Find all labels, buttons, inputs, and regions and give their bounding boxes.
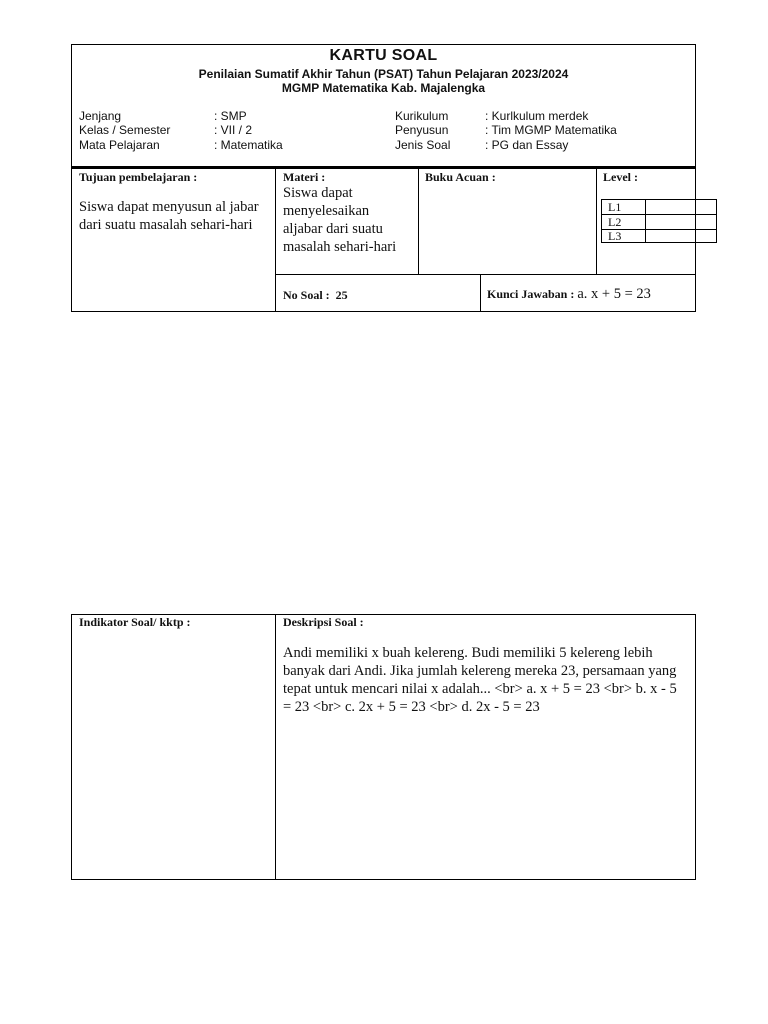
meta-value: : Kurlkulum merdek: [485, 109, 589, 123]
meta-label: Kurikulum: [395, 109, 449, 123]
indikator-label: Indikator Soal/ kktp :: [79, 615, 191, 629]
column-divider: [275, 615, 276, 879]
meta-value: : Matematika: [214, 138, 283, 152]
level-checkbox[interactable]: [645, 229, 717, 243]
level-row: [602, 229, 716, 243]
kunci-jawaban-label: Kunci Jawaban :: [487, 287, 575, 301]
materi-label: Materi :: [283, 170, 326, 184]
level-row: [602, 200, 716, 214]
meta-label: Jenjang: [79, 109, 122, 123]
column-divider: [418, 168, 419, 274]
meta-value: : SMP: [214, 109, 247, 123]
exam-subtitle: Penilaian Sumatif Akhir Tahun (PSAT) Tahun Pelajaran 2023/2024: [198, 67, 569, 81]
level-option-label: L1: [608, 200, 622, 214]
tujuan-label: Tujuan pembelajaran :: [79, 170, 198, 184]
column-divider: [480, 274, 481, 312]
kunci-jawaban-value: a. x + 5 = 23: [577, 286, 651, 302]
materi-text: Siswa dapat menyelesaikan aljabar dari suatu masalah sehari-hari: [283, 185, 397, 255]
question-card-header: [71, 44, 696, 312]
no-soal-value: 25: [335, 288, 348, 302]
question-card-body: [71, 614, 696, 880]
level-label: Level :: [603, 170, 638, 184]
column-divider: [596, 168, 597, 274]
meta-label: Jenis Soal: [395, 138, 451, 152]
level-option-label: L3: [608, 229, 622, 243]
organizer-subtitle: MGMP Matematika Kab. Majalengka: [281, 81, 486, 95]
meta-value: : PG dan Essay: [485, 138, 569, 152]
level-checkbox[interactable]: [645, 215, 717, 229]
header-divider: [72, 166, 695, 169]
no-soal-label: No Soal :: [283, 288, 330, 302]
buku-acuan-label: Buku Acuan :: [425, 170, 496, 184]
level-table: [601, 199, 717, 243]
tujuan-text: Siswa dapat menyusun al jabar dari suatu masalah sehari-hari: [79, 199, 259, 233]
level-row: [602, 215, 716, 229]
kunci-jawaban: [487, 286, 651, 303]
level-checkbox[interactable]: [645, 200, 717, 214]
meta-value: : VII / 2: [214, 123, 253, 137]
meta-label: Mata Pelajaran: [79, 138, 160, 152]
row-divider: [275, 274, 696, 275]
level-option-label: L2: [608, 215, 622, 229]
meta-label: Penyusun: [395, 123, 449, 137]
deskripsi-text: Andi memiliki x buah kelereng. Budi memiliki 5 kelereng lebih banyak dari Andi. Jika jumlah kelereng mereka 23, persamaan yang tepat untuk mencari nilai x adalah... <br> a. x + 5 = 23 <br> b. x - 5 = 23 <br> c. 2x + 5 = 23 <br> d. 2x - 5 = 23: [283, 645, 677, 715]
meta-label: Kelas / Semester: [79, 123, 171, 137]
column-divider: [275, 168, 276, 312]
no-soal: [283, 288, 348, 303]
deskripsi-label: Deskripsi Soal :: [283, 615, 364, 629]
card-title: KARTU SOAL: [329, 47, 438, 64]
meta-value: : Tim MGMP Matematika: [485, 123, 617, 137]
